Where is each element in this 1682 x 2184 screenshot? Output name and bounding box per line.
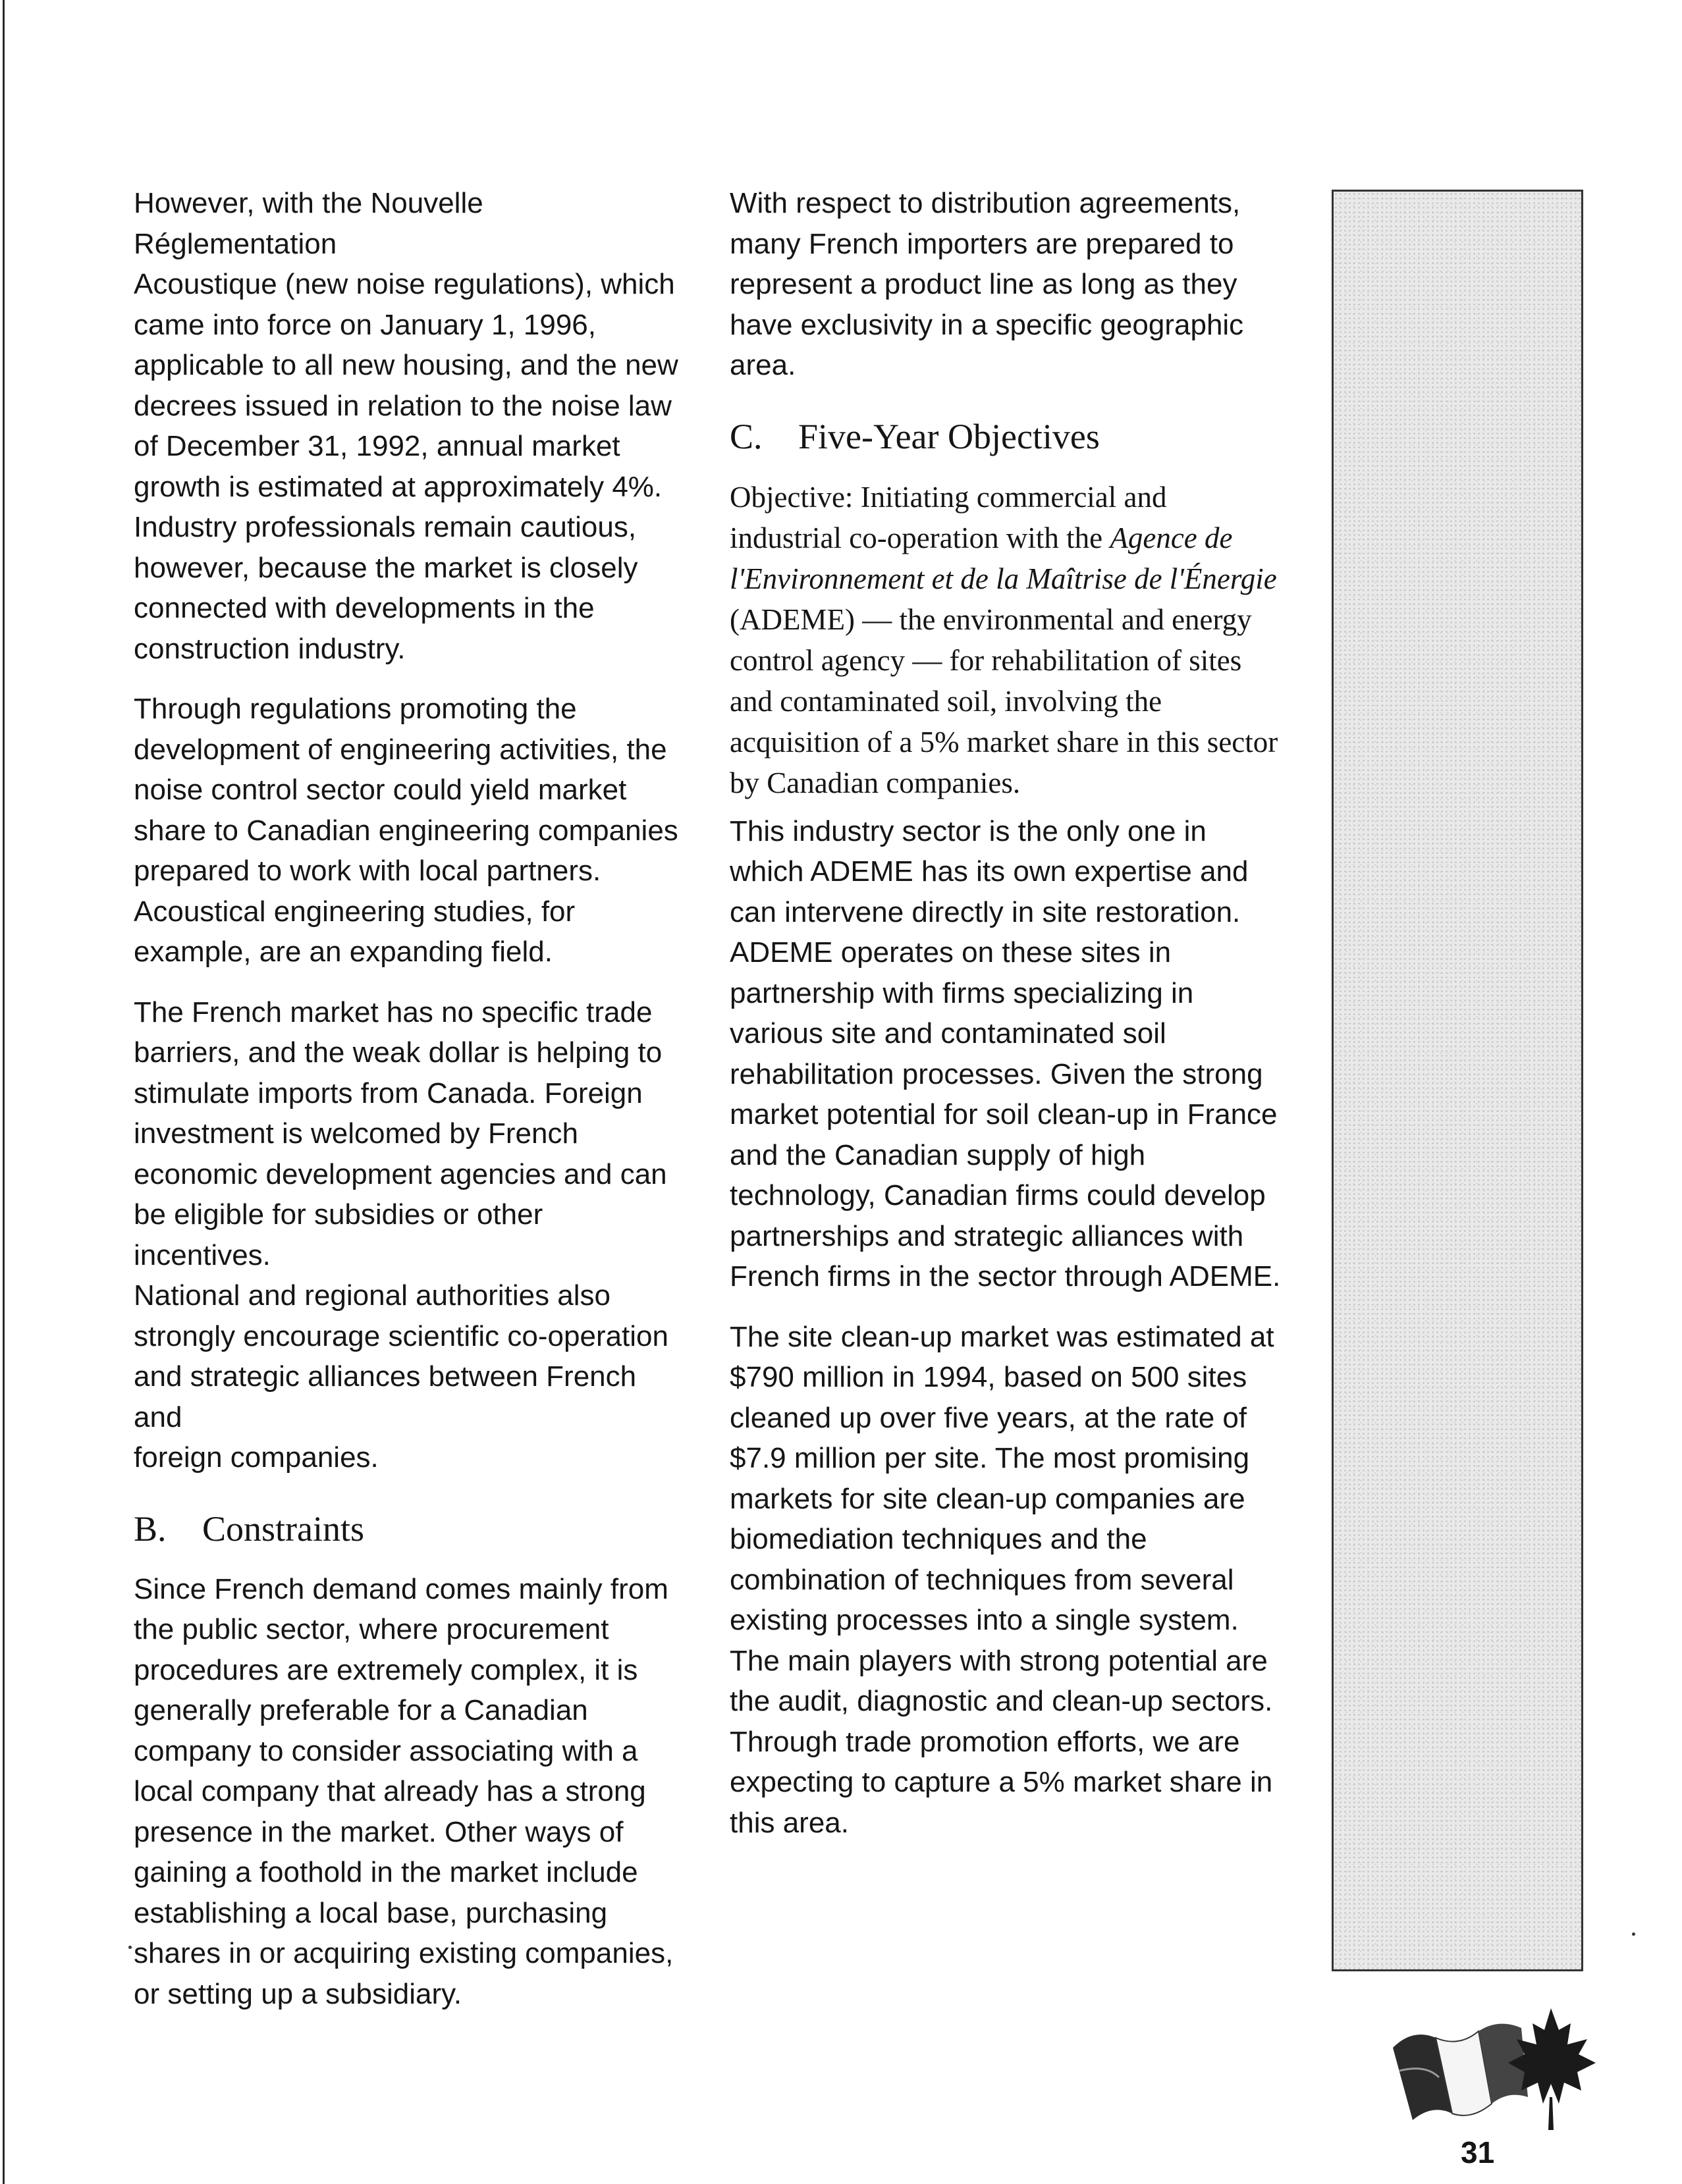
right-paragraph-2: This industry sector is the only one in which ADEME has its own expertise and can intervene directly in site restoration. ADEME operates on these sites in partnership with firms specializing in various site and contaminated soil rehabilitation processes. Given the strong market potential for soil clean-up in France and the Canadian supply of high technology, Canadian firms could develop partnerships and strategic alliances with French firms in the sector through ADEME. bbox=[730, 814, 1281, 1292]
right-paragraph-3: The site clean-up market was estimated at $790 million in 1994, based on 500 sites cleaned up over five years, at the rate of $7.9 million per site. The most promising markets for site clean-up companies are biomediation techniques and the combination of techniques from several existing processes into a single system. The main players with strong potential are the audit, diagnostic and clean-up sectors. Through trade promotion efforts, we are expecting to capture a 5% market share in this area. bbox=[730, 1320, 1274, 1839]
section-b-title: Constraints bbox=[202, 1508, 365, 1549]
objective-statement bbox=[730, 477, 1283, 803]
scan-speck bbox=[1632, 1932, 1635, 1936]
scan-speck bbox=[128, 1946, 132, 1949]
agency-name: Agence de l'Environnement et de la Maîtrise de l'Énergie bbox=[730, 521, 1277, 595]
section-c-heading bbox=[730, 413, 1283, 460]
section-b-heading bbox=[134, 1506, 687, 1552]
right-paragraph-1: With respect to distribution agreements, many French importers are prepared to represent a product line as long as they have exclusivity in a specific geographic area. bbox=[730, 187, 1244, 381]
left-paragraph-1: However, with the Nouvelle Réglementation Acoustique (new noise regulations), which came into force on January 1, 1996, applicable to all new housing, and the new decrees issued in relation to the noise law of December 31, 1992, annual market growth is estimated at approximately 4%. Industry professionals remain cautious, however, because the market is closely connected with developments in the construction industry. bbox=[134, 187, 678, 665]
left-column bbox=[134, 183, 687, 2034]
canada-france-flag-icon bbox=[1386, 1998, 1604, 2137]
left-paragraph-3: The French market has no specific trade barriers, and the weak dollar is helping to stimulate imports from Canada. Foreign investment is welcomed by French economic development agencies and can be eligible for subsidies or other incentives. National and regional authorities also strongly encourage scientific co-operation and strategic alliances between French and foreign companies. bbox=[134, 996, 669, 1474]
objective-text-part2: (ADEME) — the environmental and energy control agency — for rehabilitation of sites and contaminated soil, involving the acquisition of a 5% market share in this sector by Canadian companies. bbox=[730, 602, 1278, 799]
page-edge-line bbox=[3, 0, 5, 2184]
decorative-sidebar-panel bbox=[1332, 190, 1583, 1971]
objective-text-part1: Objective: Initiating commercial and industrial co-operation with the bbox=[730, 480, 1167, 554]
right-column bbox=[730, 183, 1283, 1863]
section-b-letter: B. bbox=[134, 1508, 167, 1549]
page-number: 31 bbox=[1461, 2135, 1495, 2170]
section-c-title: Five-Year Objectives bbox=[798, 416, 1100, 456]
left-paragraph-2: Through regulations promoting the development of engineering activities, the noise control sector could yield market share to Canadian engineering companies prepared to work with local partners. Acoustical engineering studies, for example, are an expanding field. bbox=[134, 693, 678, 968]
section-c-letter: C. bbox=[730, 416, 763, 456]
left-paragraph-4: Since French demand comes mainly from the public sector, where procurement procedures are extremely complex, it is generally preferable for a Canadian company to consider associating with a local company that already has a strong presence in the market. Other ways of gaining a foothold in the market include establishing a local base, purchasing shares in or acquiring existing companies, or setting up a subsidiary. bbox=[134, 1572, 674, 2010]
